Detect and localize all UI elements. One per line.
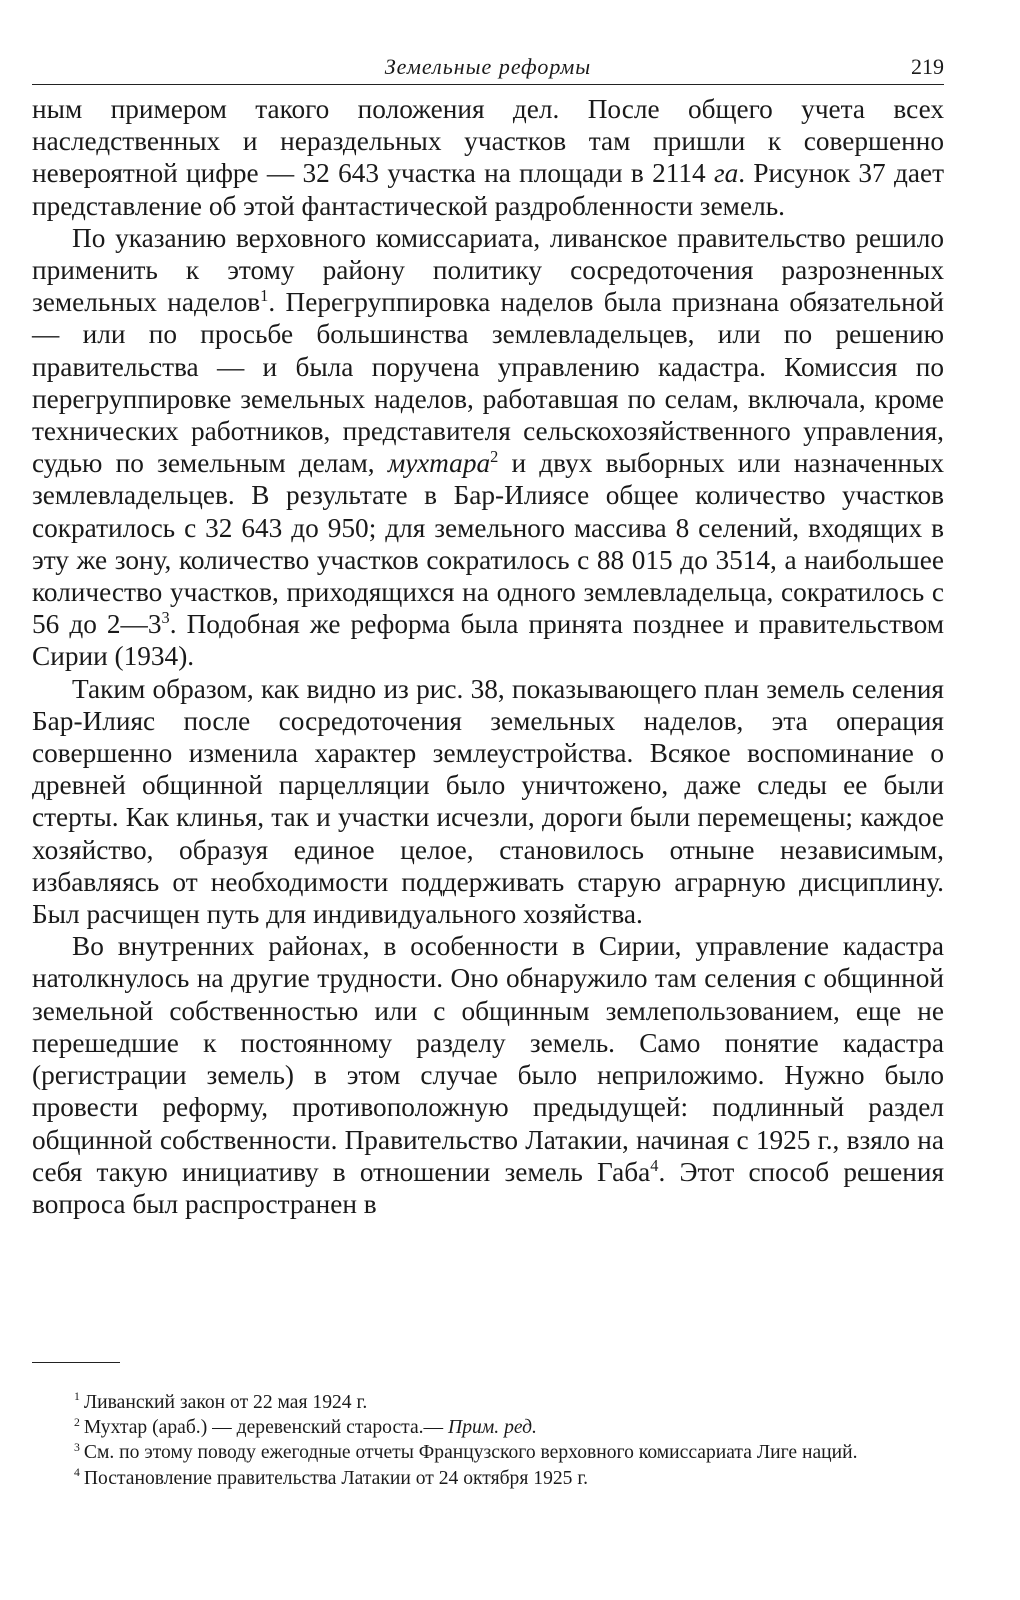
paragraph-1-text-end: . Рисунок 37 дает представление об этой фантастической раздробленности земель. <box>32 158 944 221</box>
book-page <box>32 52 944 1220</box>
running-head <box>32 52 944 85</box>
running-title: Земельные реформы <box>384 54 592 79</box>
footnote-ref-4[interactable]: 4 <box>650 1155 659 1175</box>
paragraph-2-text-c: и двух выборных или назначенных землевладельцев. В результате в Бар-Илиясе общее количество участков сократилось с 32 643 до 950; для земельного массива 8 селений, входящих в эту же зону, количество участков сократилось с 88 015 до 3514, а наибольшее количество участков, приходящихся на одного землевладельца, сократилось с 56 до 2—3 <box>32 448 945 640</box>
footnote-3 <box>32 1440 944 1465</box>
footnote-number: 2 <box>74 1415 80 1429</box>
footnote-number: 3 <box>74 1440 80 1454</box>
term-mukhtar: мухтара <box>387 448 491 479</box>
footnote-text: Ливанский закон от 22 мая 1924 г. <box>83 1392 368 1413</box>
body-text <box>32 93 944 1220</box>
footnote-4 <box>32 1466 944 1491</box>
paragraph-2-text-d: . Подобная же реформа была принята позднее и правительством Сирии (1934). <box>32 609 944 672</box>
page-number: 219 <box>911 54 944 79</box>
footnote-text: См. по этому поводу ежегодные отчеты Французского верховного комиссариата Лиге наций. <box>83 1442 858 1464</box>
footnote-text: Постановление правительства Латакии от 24 октября 1925 г. <box>83 1467 589 1489</box>
paragraph-2-text-a: По указанию верховного комиссариата, ливанское правительство решило применить к этому району политику сосредоточения разрозненных земельных наделов <box>32 222 944 318</box>
paragraph-3: Таким образом, как видно из рис. 38, показывающего план земель селения Бар-Илияс после сосредоточения земельных наделов, эта операция совершенно изменила характер землеустройства. Всякое воспоминание о древней общинной парцелляции было уничтожено, даже следы ее были стерты. Как клинья, так и участки исчезли, дороги были перемещены; каждое хозяйство, образуя единое целое, становилось отныне независимым, избавляясь от необходимости поддерживать старую аграрную дисциплину. Был расчищен путь для индивидуального хозяйства. <box>32 673 944 930</box>
editor-note: Прим. ред. <box>448 1417 537 1439</box>
footnote-text: Мухтар (араб.) — деревенский староста.— <box>83 1417 449 1439</box>
unit-ga: га <box>713 158 739 189</box>
footnote-divider <box>32 1362 120 1363</box>
paragraph-4-text-a: Во внутренних районах, в особенности в Сирии, управление кадастра натолкнулось на другие трудности. Оно обнаружило там селения с общинной земельной собственностью или с общинным землепользованием, еще не перешедшие к постоянному разделу земель. Само понятие кадастра (регистрации земель) в этом случае было неприложимо. Нужно было провести реформу, противоположную предыдущей: подлинный раздел общинной собственности. Правительство Латакии, начиная с 1925 г., взяло на себя такую инициативу в отношении земель Габа <box>32 931 944 1187</box>
footnotes <box>32 1390 944 1491</box>
footnote-number: 4 <box>74 1466 80 1480</box>
footnote-1 <box>32 1390 944 1415</box>
footnote-ref-1[interactable]: 1 <box>260 286 269 306</box>
paragraph-4 <box>32 930 944 1220</box>
paragraph-1-text: ным примером такого положения дел. После общего учета всех наследственных и нераздельных участков там пришли к совершенно невероятной цифре — 32 643 участка на площади в 2114 <box>32 94 944 189</box>
footnote-number: 1 <box>74 1390 80 1404</box>
paragraph-2 <box>32 222 944 673</box>
footnote-ref-2[interactable]: 2 <box>490 447 499 467</box>
paragraph-2-text-b: . Перегруппировка наделов была признана обязательной — или по просьбе большинства землевладельцев, или по решению правительства — и была поручена управлению кадастра. Комиссия по перегруппировке земельных наделов, работавшая по селам, включала, кроме технических работников, представителя сельскохозяйственного управления, судью по земельным делам, <box>32 287 944 479</box>
paragraph-4-text-b: . Этот способ решения вопроса был распространен в <box>32 1156 945 1219</box>
footnote-ref-3[interactable]: 3 <box>161 608 170 628</box>
footnote-2 <box>32 1415 944 1440</box>
paragraph-1 <box>32 93 944 222</box>
